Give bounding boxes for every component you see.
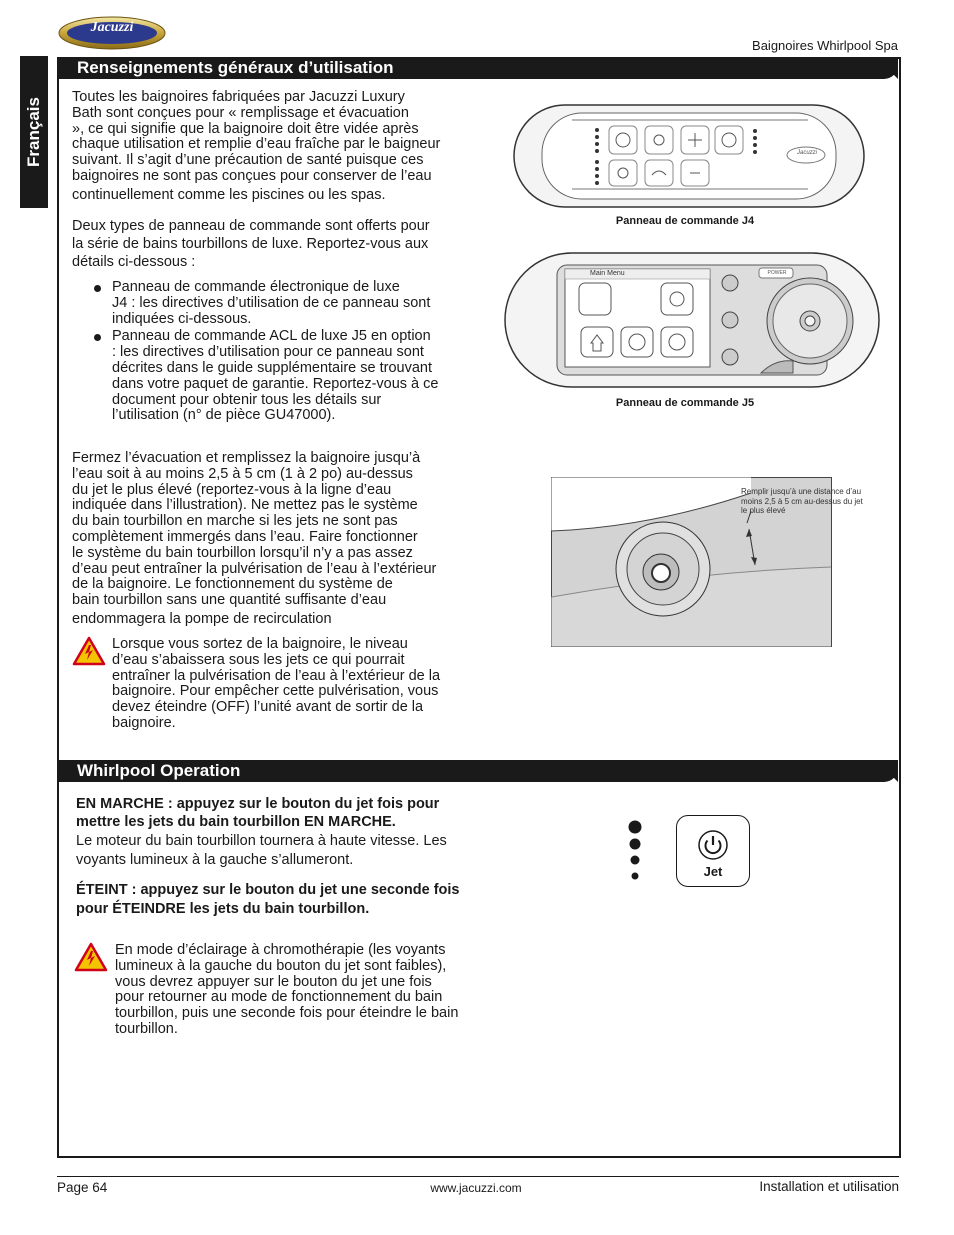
logo-text: Jacuzzi — [90, 20, 134, 35]
caption-j5: Panneau de commande J5 — [615, 397, 755, 409]
on-instruction-bold: EN MARCHE : appuyez sur le bouton du jet fois pour mettre les jets du bain tourbillon EN MARCHE. — [76, 796, 440, 830]
list-item: Panneau de commande électronique de luxe J4 : les directives d’utilisation de ce panneau sont indiquées ci-dessous. — [88, 280, 488, 327]
fill-instructions-paragraph: Fermez l’évacuation et remplissez la baignoire jusqu’à l’eau soit à au moins 2,5 à 5 cm (1 à 2 po) au-dessus du jet le plus élevé (reportez-vous à la ligne d’eau indiquée dans l’illustration). Ne mettez pas le système du bain tourbillon en marche si les jets ne sont pas complètement immergés dans l’eau. Faire fonctionner le système du bain tourbillon lorsqu’il n’y a pas assez d’eau peut entraîner la pulvérisation de l’eau à l’extérieur de la baignoire. Le fonctionnement du système de bain tourbillon sans une quantité suffisante d’eau endommagera la pompe de recirculation — [72, 450, 437, 627]
j4-control-panel-illustration — [512, 103, 866, 214]
on-instruction-text: Le moteur du bain tourbillon tournera à haute vitesse. Les voyants lumineux à la gauche s’allumeront. — [76, 833, 447, 868]
j5-control-panel-illustration — [503, 251, 881, 396]
warning-text-exit: Lorsque vous sortez de la baignoire, le niveau d’eau s’abaissera sous les jets ce qui pourrait entraîner la pulvérisation de l’eau à l’extérieur de la baignoire. Pour empêcher cette pulvérisation, vous devez éteindre (OFF) l’unité avant de sortir de la baignoire. — [112, 636, 441, 731]
section-heading-general: Renseignements généraux d’utilisation — [59, 57, 898, 79]
warning-text-chromotherapy: En mode d’éclairage à chromothérapie (les voyants lumineux à la gauche du bouton du jet sont faibles), vous devrez appuyer sur le bouton du jet une fois pour retourner au mode de fonctionnement du bain tourbillon, puis une seconde fois pour éteindre le bain tourbillon. — [115, 942, 459, 1037]
warning-icon — [72, 636, 106, 671]
jet-button-label: Jet — [703, 864, 723, 879]
jet-speed-indicator-lights — [625, 815, 645, 890]
language-label: Français — [24, 97, 43, 167]
j4-logo: Jacuzzi — [796, 150, 817, 156]
footer-title: Installation et utilisation — [759, 1179, 899, 1194]
footer-divider — [57, 1176, 899, 1177]
caption-j4: Panneau de commande J4 — [615, 215, 755, 227]
j5-menu-label: Main Menu — [590, 270, 625, 277]
list-item: Panneau de commande ACL de luxe J5 en option : les directives d’utilisation pour ce panneau sont décrites dans le guide supplémentaire se trouvant dans votre paquet de garantie. Reportez-vous à ce document pour obtenir tous les détails sur l’utilisation (n° de pièce GU47000). — [88, 329, 488, 424]
fill-level-note: Remplir jusqu’à une distance d’au moins 2,5 à 5 cm au-dessus du jet le plus élevé — [741, 487, 863, 515]
panel-types-paragraph: Deux types de panneau de commande sont offerts pour la série de bains tourbillons de luxe. Reportez-vous aux détails ci-dessous : — [72, 218, 430, 270]
intro-paragraph: Toutes les baignoires fabriquées par Jacuzzi Luxury Bath sont conçues pour « remplissage et évacuation », ce qui signifie que la baignoire doit être vidée après chaque utilisation et remplie d’eau fraîche par le baigneur suivant. Il s’agit d’une précaution de santé puisque ces baignoires ne sont pas conçues pour conserver de l’eau continuellement comme les piscines ou les spas. — [72, 89, 441, 203]
power-icon — [697, 827, 729, 861]
website-url: www.jacuzzi.com — [430, 1181, 522, 1195]
page-number: Page 64 — [57, 1180, 108, 1195]
j5-power-label: POWER — [767, 270, 787, 276]
off-instruction-bold: ÉTEINT : appuyez sur le bouton du jet une seconde fois pour ÉTEINDRE les jets du bain tourbillon. — [76, 882, 460, 917]
language-tab — [20, 56, 48, 208]
warning-icon — [74, 942, 108, 977]
jet-button[interactable] — [676, 815, 750, 887]
panel-list — [88, 280, 488, 426]
section-heading-whirlpool-operation: Whirlpool Operation — [59, 760, 898, 782]
document-title: Baignoires Whirlpool Spa — [752, 38, 898, 53]
